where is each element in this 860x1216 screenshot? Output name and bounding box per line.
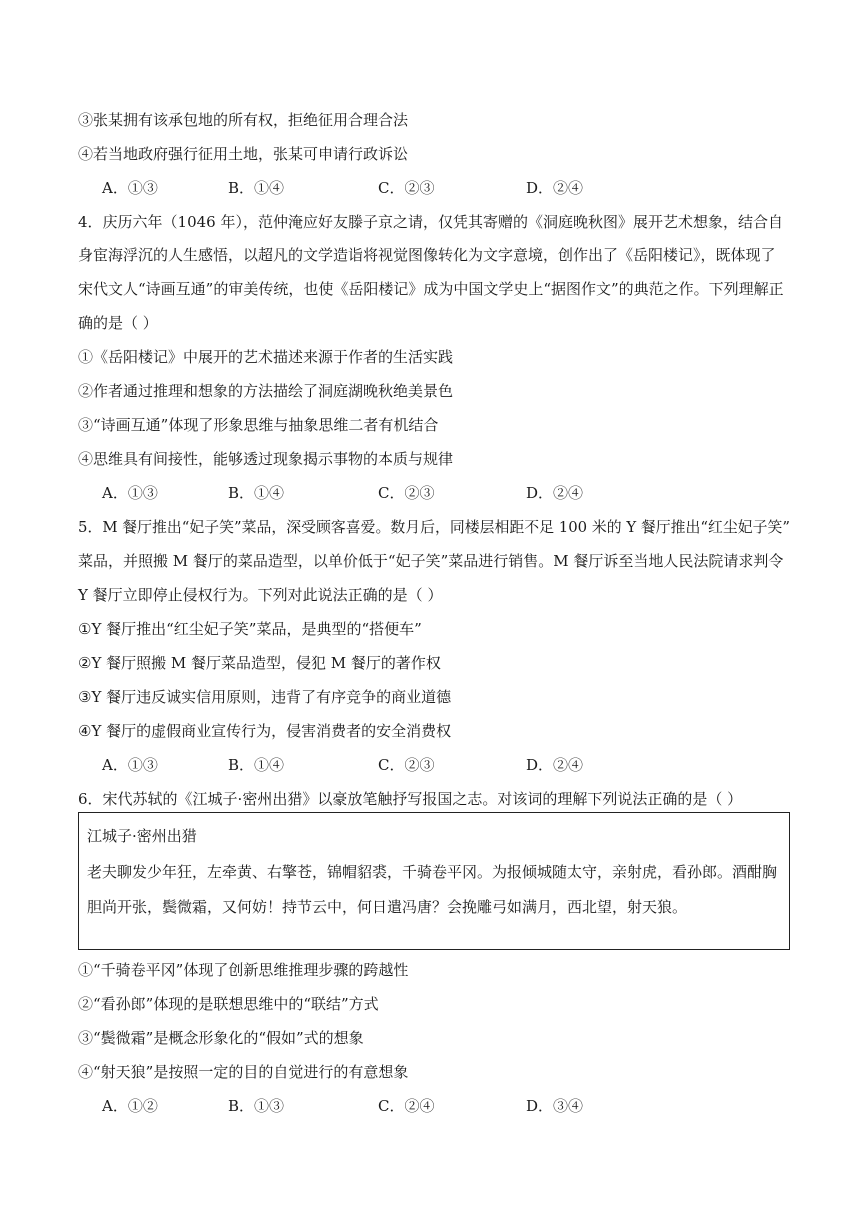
q5-stem-line-3: Y 餐厅立即停止侵权行为。下列对此说法正确的是（ ） — [78, 586, 443, 604]
q5-item-4: ④Y 餐厅的虚假商业宣传行为，侵害消费者的安全消费权 — [78, 722, 452, 740]
q4-stem-line-4: 确的是（ ） — [78, 314, 158, 332]
poem-box — [78, 812, 790, 950]
option-a: A．①③ — [102, 484, 158, 502]
option-c: C．②③ — [378, 484, 435, 502]
poem-title: 江城子·密州出猎 — [87, 827, 197, 845]
poem-line-1: 老夫聊发少年狂，左牵黄、右擎苍，锦帽貂裘，千骑卷平冈。为报倾城随太守，亲射虎，看孙郎。酒酣胸 — [87, 863, 778, 881]
q4-item-1: ①《岳阳楼记》中展开的艺术描述来源于作者的生活实践 — [78, 348, 454, 366]
option-d: D．②④ — [526, 756, 584, 774]
q4-stem-line-1: 4．庆历六年（1046 年），范仲淹应好友滕子京之请，仅凭其寄赠的《洞庭晚秋图》展开艺术想象，结合自 — [78, 213, 783, 231]
option-c: C．②④ — [378, 1097, 435, 1115]
option-d: D．②④ — [526, 484, 584, 502]
intro-item-3: ③张某拥有该承包地的所有权，拒绝征用合理合法 — [78, 111, 409, 129]
q4-item-4: ④思维具有间接性，能够透过现象揭示事物的本质与规律 — [78, 450, 454, 468]
option-b: B．①④ — [228, 179, 285, 197]
q6-item-3: ③“鬓微霜”是概念形象化的“假如”式的想象 — [78, 1029, 364, 1047]
option-d: D．③④ — [526, 1097, 584, 1115]
q6-item-4: ④“射天狼”是按照一定的目的自觉进行的有意想象 — [78, 1063, 409, 1081]
q6-item-2: ②“看孙郎”体现的是联想思维中的“联结”方式 — [78, 995, 379, 1013]
q5-item-3: ③Y 餐厅违反诚实信用原则，违背了有序竞争的商业道德 — [78, 688, 452, 706]
option-a: A．①③ — [102, 756, 158, 774]
q5-item-2: ②Y 餐厅照搬 M 餐厅菜品造型，侵犯 M 餐厅的著作权 — [78, 654, 441, 672]
poem-line-2: 胆尚开张，鬓微霜，又何妨！持节云中，何日遣冯唐？会挽雕弓如满月，西北望，射天狼。 — [87, 898, 688, 916]
option-b: B．①④ — [228, 484, 285, 502]
option-c: C．②③ — [378, 756, 435, 774]
option-d: D．②④ — [526, 179, 584, 197]
q5-item-1: ①Y 餐厅推出“红尘妃子笑”菜品，是典型的“搭便车” — [78, 620, 422, 638]
option-a: A．①② — [102, 1097, 158, 1115]
option-b: B．①④ — [228, 756, 285, 774]
intro-item-4: ④若当地政府强行征用土地，张某可申请行政诉讼 — [78, 145, 409, 163]
option-a: A．①③ — [102, 179, 158, 197]
q4-item-3: ③“诗画互通”体现了形象思维与抽象思维二者有机结合 — [78, 416, 439, 434]
option-c: C．②③ — [378, 179, 435, 197]
q5-stem-line-1: 5．M 餐厅推出“妃子笑”菜品，深受顾客喜爱。数月后，同楼层相距不足 100 米的 Y 餐厅推出“红尘妃子笑” — [78, 518, 790, 536]
q6-stem: 6．宋代苏轼的《江城子·密州出猎》以豪放笔触抒写报国之志。对该词的理解下列说法正确的是（ ） — [78, 790, 743, 808]
q6-item-1: ①“千骑卷平冈”体现了创新思维推理步骤的跨越性 — [78, 961, 409, 979]
q4-stem-line-3: 宋代文人“诗画互通”的审美传统，也使《岳阳楼记》成为中国文学史上“据图作文”的典范之作。下列理解正 — [78, 280, 784, 298]
q4-item-2: ②作者通过推理和想象的方法描绘了洞庭湖晚秋绝美景色 — [78, 382, 454, 400]
q4-stem-line-2: 身宦海浮沉的人生感悟，以超凡的文学造诣将视觉图像转化为文字意境，创作出了《岳阳楼记》，既体现了 — [78, 246, 776, 264]
option-b: B．①③ — [228, 1097, 285, 1115]
q5-stem-line-2: 菜品，并照搬 M 餐厅的菜品造型，以单价低于“妃子笑”菜品进行销售。M 餐厅诉至当地人民法院请求判令 — [78, 552, 784, 570]
